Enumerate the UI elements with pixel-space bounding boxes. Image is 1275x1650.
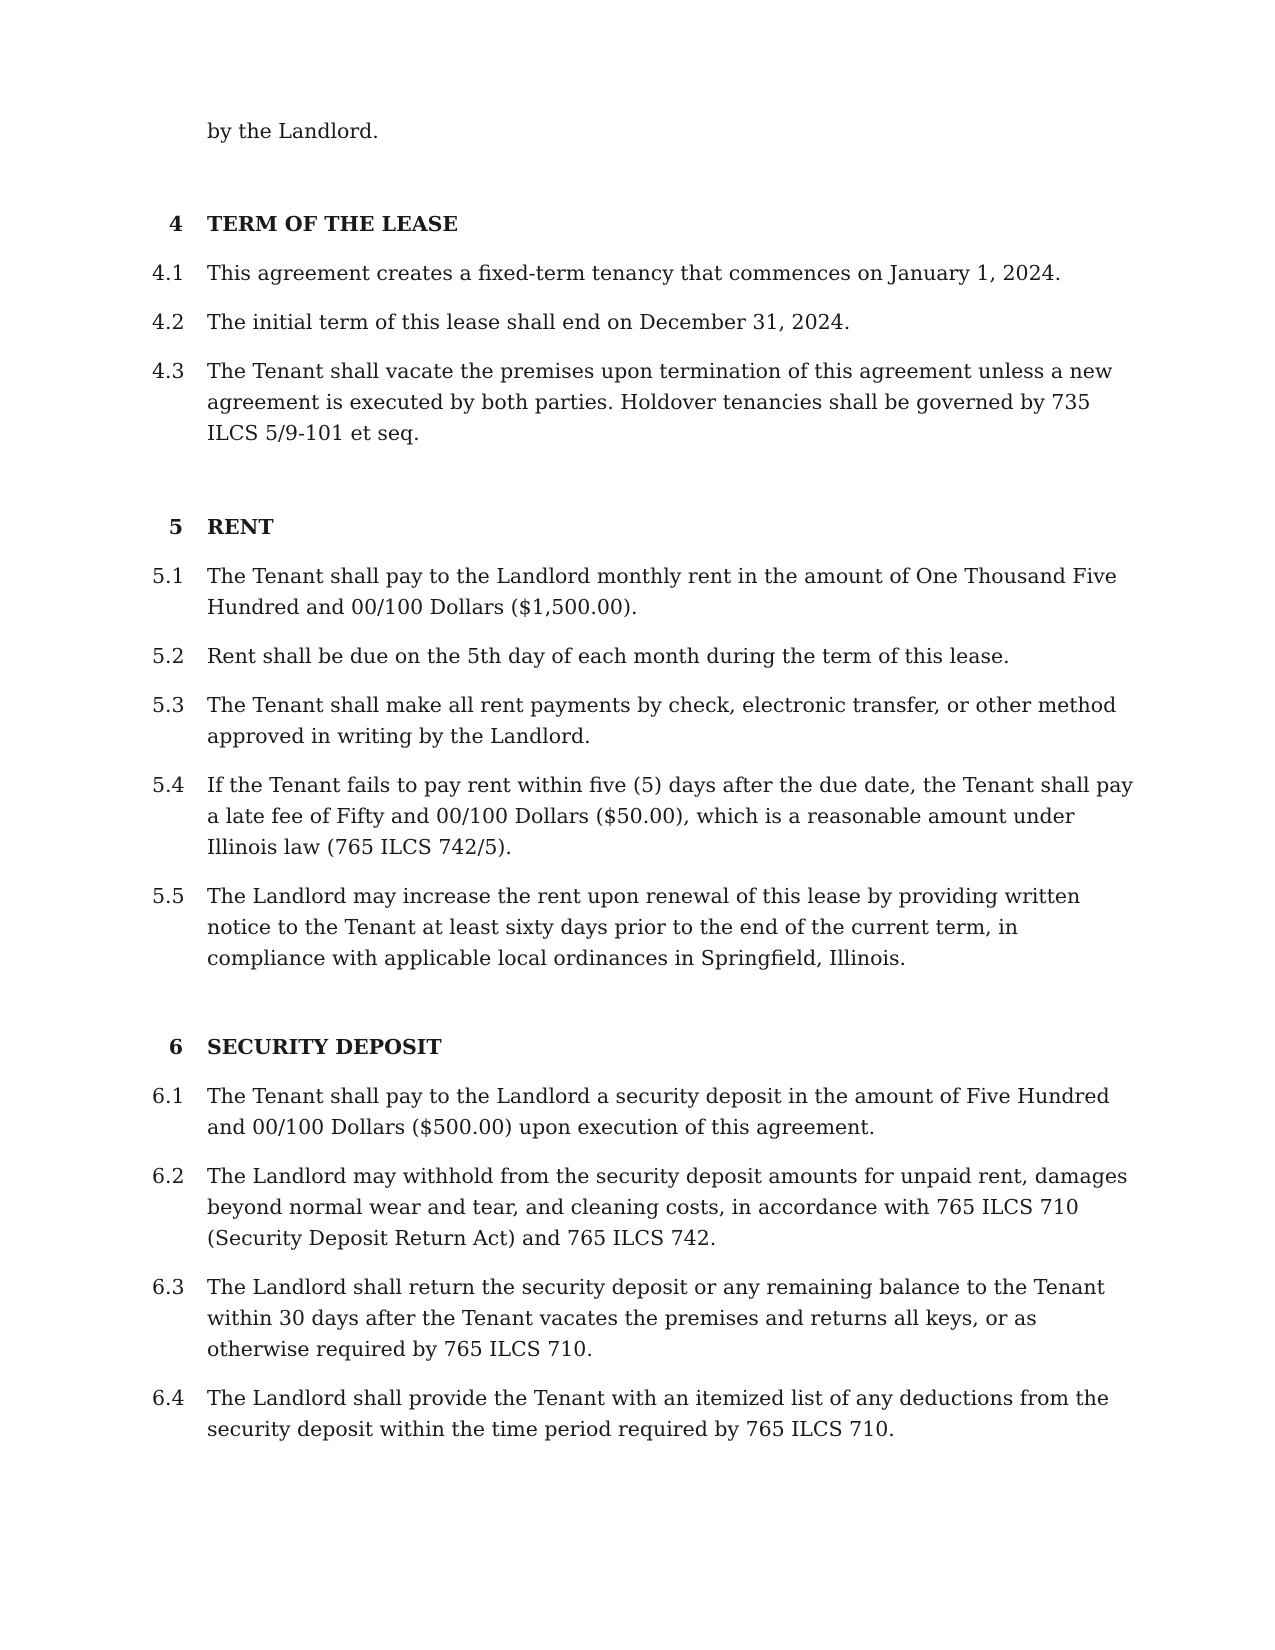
section-security-deposit: [0, 1032, 1275, 1445]
clause-number: 5.2: [152, 644, 185, 668]
clause: [0, 641, 1275, 672]
clause-text: Rent shall be due on the 5th day of each month during the term of this lease.: [207, 644, 1010, 668]
section-title: TERM OF THE LEASE: [207, 212, 459, 236]
clause: [0, 881, 1275, 974]
section-heading: [0, 512, 1275, 543]
clause-number: 6.1: [152, 1084, 185, 1108]
clause-text: This agreement creates a fixed-term tenancy that commences on January 1, 2024.: [207, 261, 1062, 285]
clause: [0, 1272, 1275, 1365]
clause-text: The Tenant shall pay to the Landlord monthly rent in the amount of One Thousand Five Hundred and 00/100 Dollars ($1,500.00).: [207, 564, 1117, 619]
clause-text: The Landlord shall return the security deposit or any remaining balance to the Tenant within 30 days after the Tenant vacates the premises and returns all keys, or as otherwise required by 765 ILCS 710.: [207, 1275, 1105, 1361]
clause-text: The Landlord may withhold from the security deposit amounts for unpaid rent, damages beyond normal wear and tear, and cleaning costs, in accordance with 765 ILCS 710 (Security Deposit Return Act) and 765 ILCS 742.: [207, 1164, 1128, 1250]
clause-number: 5.5: [152, 884, 185, 908]
clause-number: 5.4: [152, 773, 185, 797]
section-number: 6: [168, 1035, 183, 1059]
section-heading: [0, 1032, 1275, 1063]
section-title: SECURITY DEPOSIT: [207, 1035, 442, 1059]
section-title: RENT: [207, 515, 274, 539]
clause-text: The Tenant shall make all rent payments by check, electronic transfer, or other method approved in writing by the Landlord.: [207, 693, 1117, 748]
section-term: [0, 209, 1275, 449]
clause: [0, 356, 1275, 449]
clause-text: The Landlord shall provide the Tenant with an itemized list of any deductions from the security deposit within the time period required by 765 ILCS 710.: [207, 1386, 1109, 1441]
clause-number: 6.3: [152, 1275, 185, 1299]
section-number: 5: [168, 515, 183, 539]
clause: [0, 307, 1275, 338]
clause: [0, 770, 1275, 863]
clause: [0, 1081, 1275, 1143]
clause-text: The Tenant shall pay to the Landlord a security deposit in the amount of Five Hundred and 00/100 Dollars ($500.00) upon execution of this agreement.: [207, 1084, 1110, 1139]
clause-text: If the Tenant fails to pay rent within five (5) days after the due date, the Tenant shall pay a late fee of Fifty and 00/100 Dollars ($50.00), which is a reasonable amount under Illinois law (765 ILCS 742/5).: [207, 773, 1134, 859]
clause: [0, 1383, 1275, 1445]
clause-number: 6.2: [152, 1164, 185, 1188]
clause: [0, 1161, 1275, 1254]
clause-text: The Landlord may increase the rent upon renewal of this lease by providing written notice to the Tenant at least sixty days prior to the end of the current term, in compliance with applicable local ordinances in Springfield, Illinois.: [207, 884, 1081, 970]
clause-number: 5.3: [152, 693, 185, 717]
continuation-text: by the Landlord.: [207, 119, 379, 143]
clause-number: 5.1: [152, 564, 185, 588]
clause-number: 4.2: [152, 310, 185, 334]
clause-text: The initial term of this lease shall end on December 31, 2024.: [207, 310, 851, 334]
section-heading: [0, 209, 1275, 240]
clause: [0, 690, 1275, 752]
clause: [0, 561, 1275, 623]
clause-number: 4.3: [152, 359, 185, 383]
clause-number: 6.4: [152, 1386, 185, 1410]
clause-number: 4.1: [152, 261, 185, 285]
section-number: 4: [168, 212, 183, 236]
section-rent: [0, 512, 1275, 974]
clause-text: The Tenant shall vacate the premises upon termination of this agreement unless a new agreement is executed by both parties. Holdover tenancies shall be governed by 735 ILCS 5/9-101 et seq.: [207, 359, 1113, 445]
clause: [0, 258, 1275, 289]
